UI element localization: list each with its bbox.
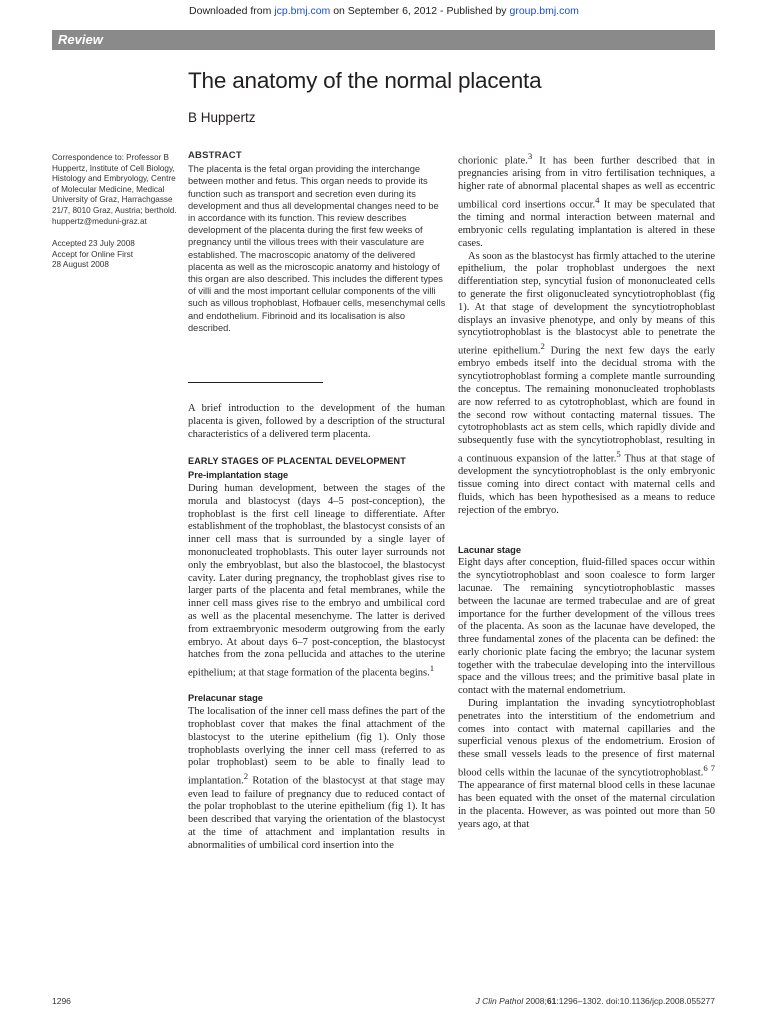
body-column-left xyxy=(188,403,445,853)
intro-paragraph: A brief introduction to the development of the human placenta is given, followed by a description of the structural characteristics of a delivered term placenta. xyxy=(188,403,445,440)
paragraph-text: chorionic plate. xyxy=(458,155,528,167)
reference-marker[interactable]: 2 xyxy=(243,771,249,782)
paragraph-text: Thus at that stage of development the syncytiotrophoblast is the only embryonic tissue coming into direct contact with maternal cells and fluids, which has been hypothesised as a means to reduce rejection of the embryo. xyxy=(458,453,715,516)
reference-marker[interactable]: 3 xyxy=(527,151,533,161)
section-label-bar xyxy=(52,30,715,50)
publisher-link[interactable]: group.bmj.com xyxy=(509,5,579,17)
body-column-right xyxy=(458,150,715,832)
paragraph-text: During implantation the invading syncytiotrophoblast penetrates into the interstitium of the endometrium and comes into contact with maternal capillaries and the superficial venous plexus of the endometrium. Erosion of these small vessels leads to the presence of first maternal blood cells within the lacunae of the syncytiotrophoblast. xyxy=(458,698,715,779)
correspondence-note: Correspondence to: Professor B Huppertz, Institute of Cell Biology, Histology and Embryology, Centre of Molecular Medicine, Medical University of Graz, Harrachgasse 21/7, 8010 Graz, Austria; berthold. huppertz@meduni-graz.at xyxy=(52,153,177,226)
paragraph-text: It may be speculated that the timing and normal interaction between maternal and embryonic cells regulating implantation is altered in these cases. xyxy=(458,199,715,249)
abstract-text: The placenta is the fetal organ providing the interchange between mother and fetus. This organ needs to provide its function such as transport and secretion even during its development and thus all developmental changes need to be in accordance with its function. This review describes development of the placenta during the first few weeks of pregnancy until the villous trees with their vasculature are established. The macroscopic anatomy of the delivered placenta as well as the microscopic anatomy and histology of this organ are also described. This includes the different types of villi and the most important cellular components of the villi such as villous trophoblast, Hofbauer cells, mesenchymal cells and endothelium. Fibrinoid and its localisation is also described. xyxy=(188,164,446,333)
abstract-heading: ABSTRACT xyxy=(188,150,242,161)
citation-year: 2008; xyxy=(523,996,547,1006)
banner-middle: on September 6, 2012 - Published by xyxy=(330,5,510,17)
accepted-date: Accepted 23 July 2008 xyxy=(52,239,135,249)
article-author: B Huppertz xyxy=(188,110,256,125)
journal-name: J Clin Pathol xyxy=(475,996,524,1006)
banner-prefix: Downloaded from xyxy=(189,5,275,17)
journal-site-link[interactable]: jcp.bmj.com xyxy=(274,5,331,17)
paragraph-text: During human development, between the stages of the morula and blastocyst (days 4–5 post-conception), the trophoblast is the first cell lineage to differentiate. After establishment of the trophoblast, the blastocyst consists of an inner cell mass that is surrounded by a single layer of mononucleated trophoblasts. This outer layer surrounds not only the embryoblast, but also the blastocoel, the blastocyst cavity. Later during pregnancy, the trophoblast gives rise to larger parts of the placenta and fetal membranes, while the inner cell mass gives rise to the embryo and umbilical cord as well as the placental mesenchyme. The latter is derived from extraembryonic mesoderm outgrowing from the early embryo. At about days 6–7 post-conception, the blastocyst hatches from the zona pellucida and attaches to the uterine epithelium; at that stage formation of the placenta begins. xyxy=(188,482,445,679)
body-paragraph xyxy=(458,251,715,518)
section-heading-early-stages: EARLY STAGES OF PLACENTAL DEVELOPMENT xyxy=(188,456,406,467)
body-paragraph xyxy=(188,483,445,680)
article-title: The anatomy of the normal placenta xyxy=(188,68,542,93)
section-label: Review xyxy=(58,32,103,47)
body-paragraph xyxy=(458,698,715,831)
reference-marker[interactable]: 2 xyxy=(540,341,545,352)
subheading-lacunar: Lacunar stage xyxy=(458,544,522,555)
subheading-preimplantation: Pre-implantation stage xyxy=(188,470,289,481)
abstract-block xyxy=(188,150,448,334)
paragraph-text: It has been further described that in pregnancies arising from in vitro fertilisation techniques, a higher rate of abnormal placental shapes as well as eccentric umbilical cord insertions occur. xyxy=(458,155,715,211)
page-number: 1296 xyxy=(52,996,71,1006)
online-first-label: Accept for Online First xyxy=(52,249,133,259)
reference-marker[interactable]: 5 xyxy=(616,449,621,460)
paragraph-text: Rotation of the blastocyst at that stage may even lead to failure of pregnancy due to reduced contact of the polar trophoblast to the uterine epithelium (fig 1). It has been described that varying the orientation of the blastocyst at the time of attachment and implantation results in abnormalities of umbilical cord insertion into the xyxy=(188,775,445,851)
download-banner xyxy=(0,5,768,17)
paragraph-text: The localisation of the inner cell mass defines the part of the trophoblast cover that makes the final attachment of the blastocyst to the uterine epithelium (fig 1). Only those trophoblasts overlying the inner cell mass (referred to as polar trophoblast) seem to be able to finally lead to implantation. xyxy=(188,706,445,787)
online-first-date: 28 August 2008 xyxy=(52,260,109,270)
paragraph-text: As soon as the blastocyst has firmly attached to the uterine epithelium, the polar trophoblast undergoes the next differentiation step, syncytial fusion of mononucleated cells to generate the first oligonucleated syncytiotrophoblast (fig 1). At that stage of development the syncytiotrophoblast displays an invasive phenotype, and only by means of this syncytiotrophoblast is the blastocyst able to penetrate the uterine epithelium. xyxy=(458,250,715,357)
paragraph-text: During the next few days the early embryo embeds itself into the decidual stroma with the syncytiotrophoblast forming a complete mantle surrounding the conceptus. The remaining mononucleated trophoblasts are now referred to as cytotrophoblast, which are found in the second row without contacting maternal tissues. The cytotrophoblasts act as stem cells, which rapidly divide and subsequently fuse with the syncytiotrophoblast, resulting in a continuous expansion of the latter. xyxy=(458,345,715,465)
citation-volume: 61 xyxy=(546,996,557,1006)
reference-marker[interactable]: 6 7 xyxy=(703,763,716,774)
reference-marker[interactable]: 4 xyxy=(595,194,600,205)
body-paragraph xyxy=(458,150,715,251)
body-paragraph: Eight days after conception, fluid-filled spaces occur within the syncytiotrophoblast and soon coalesce to form larger lacunae. The remaining syncytiotrophoblastic masses between the lacunae are termed trabeculae and are of great importance for the further development of the villous trees of the placenta. As soon as the lacunae have developed, the three fundamental zones of the placenta can be defined: the early chorionic plate facing the embryo; the lacunar system together with the trabeculae developing into the intervillous space and the villous trees; and the primitive basal plate in contact with the maternal endometrium. xyxy=(458,557,715,697)
journal-citation xyxy=(476,996,715,1006)
paragraph-text: The appearance of first maternal blood cells in these lacunae has been equated with the onset of the maternal circulation in the placenta. However, as was pointed out more than 50 years ago, at that xyxy=(458,780,715,830)
sidebar-notes xyxy=(52,153,177,277)
subheading-prelacunar: Prelacunar stage xyxy=(188,693,263,704)
reference-marker[interactable]: 1 xyxy=(429,663,435,674)
acceptance-dates xyxy=(52,239,177,271)
abstract-divider xyxy=(188,382,323,383)
body-paragraph xyxy=(188,706,445,852)
citation-pages-doi: :1296–1302. doi:10.1136/jcp.2008.055277 xyxy=(556,996,715,1006)
